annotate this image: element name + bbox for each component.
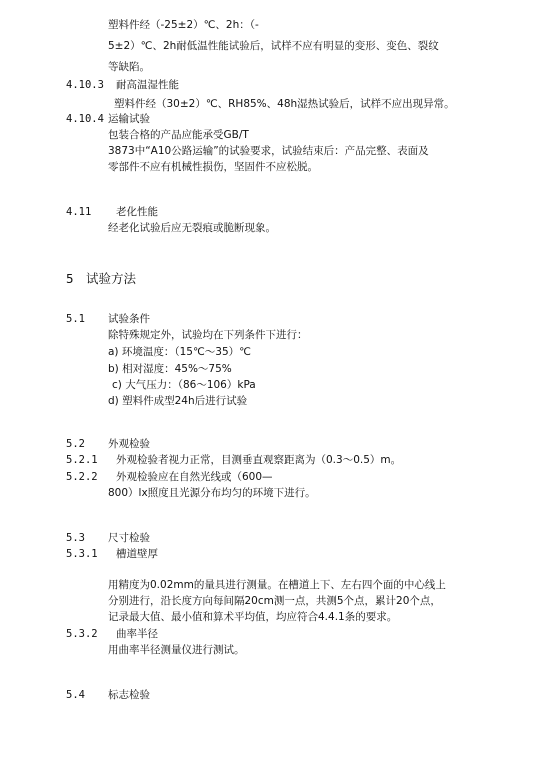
section-number: 5.3.1	[66, 548, 98, 560]
section-number: 5.2.2	[66, 471, 98, 483]
section-title: 试验条件	[108, 313, 150, 325]
section-title: 外观检验	[108, 438, 150, 450]
section-number: 4.10.4	[66, 113, 104, 125]
section-number: 5.1	[66, 313, 85, 325]
section-number: 5.3	[66, 532, 85, 544]
section-number: 4.11	[66, 206, 92, 218]
section-title: 槽道壁厚	[116, 548, 158, 560]
paragraph-line: 分别进行，沿长度方向每间隔20cm测一点，共测5个点，累计20个点，	[108, 595, 441, 607]
list-item: c) 大气压力：（86～106）kPa	[112, 379, 256, 391]
section-title: 尺寸检验	[108, 532, 150, 544]
section-title: 标志检验	[108, 689, 150, 701]
paragraph-line: 包装合格的产品应能承受GB/T	[108, 129, 249, 141]
section-title: 曲率半径	[116, 628, 158, 640]
section-number: 4.10.3	[66, 79, 104, 91]
paragraph-line: 外观检验者视力正常，目测垂直观察距离为（0.3～0.5）m。	[116, 454, 402, 466]
section-number: 5.2.1	[66, 454, 98, 466]
paragraph-line: 用精度为0.02mm的量具进行测量。在槽道上下、左右四个面的中心线上	[108, 579, 446, 591]
paragraph-line: 外观检验应在自然光线或（600—	[116, 471, 273, 483]
list-item: d) 塑料件成型24h后进行试验	[108, 395, 248, 407]
section-title: 耐高温湿性能	[116, 79, 179, 91]
chapter-title: 试验方法	[86, 271, 137, 286]
paragraph-line: 记录最大值、最小值和算术平均值，均应符合4.4.1条的要求。	[108, 611, 398, 623]
section-number: 5.4	[66, 689, 85, 701]
paragraph-line: 用曲率半径测量仪进行测试。	[108, 644, 245, 656]
list-item: b) 相对湿度：45%～75%	[108, 363, 232, 375]
paragraph-line: 经老化试验后应无裂痕或脆断现象。	[108, 222, 276, 234]
paragraph-line: 等缺陷。	[108, 61, 150, 73]
paragraph-line: 除特殊规定外，试验均在下列条件下进行：	[108, 329, 308, 341]
paragraph-line: 800）lx照度且光源分布均匀的环境下进行。	[108, 487, 316, 499]
paragraph-line: 塑料件经（-25±2）℃、2h：（-	[108, 19, 259, 31]
paragraph-line: 零部件不应有机械性损伤，坚固件不应松脱。	[108, 161, 318, 173]
section-title: 运输试验	[108, 113, 150, 125]
section-number: 5.2	[66, 438, 85, 450]
paragraph-line: 塑料件经（30±2）℃、RH85%、48h湿热试验后，试样不应出现异常。	[114, 98, 455, 110]
paragraph-line: 5±2）℃、2h耐低温性能试验后，试样不应有明显的变形、变色、裂纹	[108, 40, 439, 52]
section-title: 老化性能	[116, 206, 158, 218]
list-item: a) 环境温度：（15℃～35）℃	[108, 346, 251, 358]
chapter-number: 5	[66, 271, 74, 286]
section-number: 5.3.2	[66, 628, 98, 640]
paragraph-line: 3873中“A10公路运输”的试验要求，试验结束后：产品完整、表面及	[108, 145, 429, 157]
